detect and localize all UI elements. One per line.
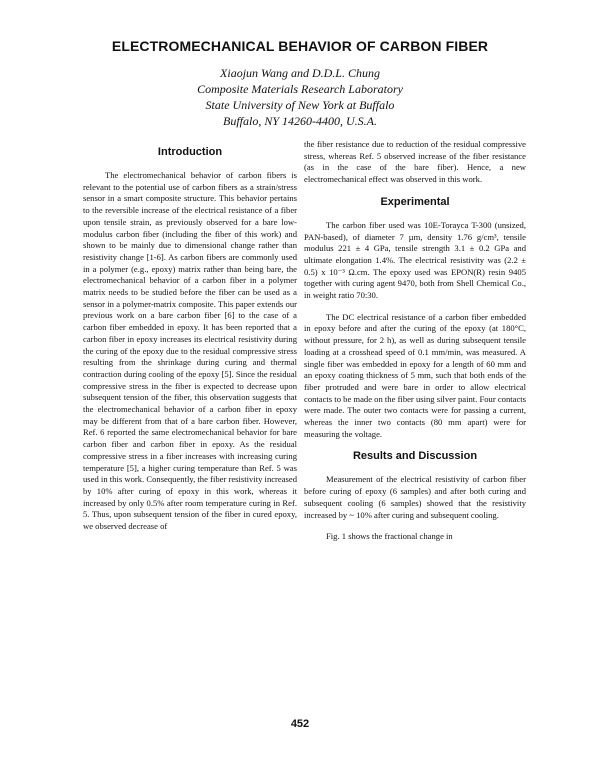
right-column <box>304 139 526 553</box>
authors: Xiaojun Wang and D.D.L. Chung <box>220 66 380 80</box>
section-heading-introduction: Introduction <box>157 146 223 158</box>
author-block <box>100 65 500 129</box>
affiliation-lab: Composite Materials Research Laboratory <box>197 82 403 96</box>
experimental-paragraph-1: The carbon fiber used was 10E-Torayca T-300 (unsized, PAN-based), of diameter 7 µm, density 1.76 g/cm³, tensile modulus 221 ± 4 GPa, tensile strength 3.1 ± 0.2 GPa and ultimate elongation 1.4%. The electrical resistivity was (2.2 ± 0.5) x 10⁻³ Ω.cm. The epoxy used was EPON(R) resin 9405 together with curing agent 9470, both from Shell Chemical Co., in weight ratio 70:30. <box>304 219 526 301</box>
introduction-continued-paragraph: the fiber resistance due to reduction of the residual compressive stress, whereas Ref. 5 observed increase of the fiber resistance (as in the case of the bare fiber). Hence, a new electromechanical effect was observed in this work. <box>304 139 526 185</box>
section-heading-results: Results and Discussion <box>352 450 478 463</box>
section-heading-experimental: Experimental <box>380 195 450 208</box>
left-column <box>83 142 297 543</box>
affiliation-university: State University of New York at Buffalo <box>205 98 395 112</box>
results-paragraph-2: Fig. 1 shows the fractional change in <box>326 531 453 542</box>
affiliation-address: Buffalo, NY 14260-4400, U.S.A. <box>222 114 377 128</box>
experimental-paragraph-2: The DC electrical resistance of a carbon fiber embedded in epoxy before and after the curing of the epoxy (at 180°C, without pressure, for 2 h), as well as during subsequent tensile loading at a crosshead speed of 0.1 mm/min, was measured. A single fiber was embedded in epoxy for a length of 60 mm and an epoxy coating thickness of 5 mm, such that both ends of the fiber protruded and were bare in order to allow electrical contacts to be made on the fiber using silver paint. Four contacts were made. The outer two contacts were for passing a current, whereas the inner two contacts (80 mm apart) were for measuring the voltage. <box>304 311 526 439</box>
results-paragraph-1: Measurement of the electrical resistivity of carbon fiber before curing of epoxy (6 samples) and after both curing and subsequent cooling (6 samples) showed that the resistivity increased by ~ 10% after curing and subsequent cooling. <box>304 474 526 520</box>
introduction-paragraph: The electromechanical behavior of carbon fibers is relevant to the potential use of carbon fibers as a strain/stress sensor in a smart composite structure. This behavior pertains to the reversible increase of the electrical resistance of a fiber upon tensile strain, as previously observed for a bare low-modulus carbon fiber (including the fiber of this work) and shown to be mainly due to dimensional change rather than resistivity change [1-6]. As carbon fibers are commonly used in a polymer (e.g., epoxy) matrix rather than being bare, the electromechanical behavior of a carbon fiber in a polymer matrix needs to be studied before the fiber can be used as a sensor in a polymer-matrix composite. This paper extends our previous work on a bare carbon fiber [6] to the case of a carbon fiber embedded in epoxy. It has been reported that a carbon fiber in epoxy increases its electrical resistivity during the curing of the epoxy due to the residual compressive stress resulting from the shrinkage during curing and thermal contraction during cooling of the epoxy [5]. Since the residual compressive stress in the fiber is expected to decrease upon subsequent tension of the fiber, this observation suggests that the electromechanical behavior of a carbon fiber in epoxy may be different from that of a bare carbon fiber. However, Ref. 6 reported the same electromechanical behavior for bare carbon fiber and carbon fiber in epoxy. As the residual compressive stress in a fiber increases with increasing curing temperature [5], a higher curing temperature than Ref. 5 was used in this work. Consequently, the fiber resistivity increased by 10% after curing of epoxy in this work, whereas it increased by only 0.5% after room temperature curing in Ref. 5. Thus, upon subsequent tension of the fiber in cured epoxy, we observed decrease of <box>83 170 297 532</box>
paper-title: ELECTROMECHANICAL BEHAVIOR OF CARBON FIBER <box>111 38 489 54</box>
page-number: 452 <box>290 718 310 730</box>
